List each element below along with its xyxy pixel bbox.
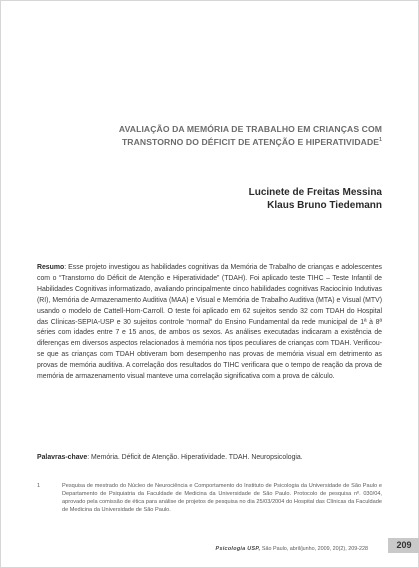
author-1: Lucinete de Freitas Messina [248,187,382,198]
citation: São Paulo, abril/junho, 2009, 20(2), 209-228 [260,546,368,552]
title-line-1: AVALIAÇÃO DA MEMÓRIA DE TRABALHO EM CRIANÇAS COM [118,124,382,134]
footnote-text: Pesquisa de mestrado do Núcleo de Neurociência e Comportamento do Instituto de Psicologia da Universidade de São Paulo e Departamento de Psiquiatria da Faculdade de Medicina da Universidade de São Paulo. Protocolo de pesquisa nº. 030/04, aprovado pela comissão de ética para análise de projetos de pesquisa no dia 25/03/2004 do Hospital das Clínicas da Faculdade de Medicina da Universidade de São Paulo. [62,483,382,513]
journal-name: Psicologia USP, [215,546,261,552]
keywords-label: Palavras-chave [37,454,88,461]
keywords-text: : Memória. Déficit de Atenção. Hiperatividade. TDAH. Neuropsicologia. [87,454,303,461]
author-list [249,186,382,212]
author-2: Klaus Bruno Tiedemann [267,200,382,211]
abstract [37,263,382,383]
running-footer [216,546,368,552]
keywords [37,453,382,463]
page-number: 209 [388,538,419,553]
abstract-text: : Esse projeto investigou as habilidades cognitivas da Memória de Trabalho de crianças e adolescentes com o “Transtorno do Déficit de Atenção e Hiperatividade” (TDAH). Foi aplicado teste TIHC – Teste Infantil de Habilidades Cognitivas informatizado, avaliando principalmente cinco habilidades cognitivas Raciocínio Indutivas (RI), Memória de Armazenamento Auditiva (MAA) e Visual e Memória de Trabalho Auditiva (MTA) e Visual (MTV) usando o modelo de Cattell-Horn-Carroll. O teste foi aplicado em 62 sujeitos sendo 32 com TDAH do Hospital das Clínicas-SEPIA-USP e 30 sujeitos controle “normal” do Ensino Fundamental da rede municipal de 1ª à 8ª séries com idades entre 7 e 15 anos, de ambos os sexos. As análises executadas indicaram a existência de diferenças em diversos aspectos relacionados à memória nos tipos peculiares de crianças com TDAH. Verificou-se que as crianças com TDAH obtiveram bom desempenho nas provas de memória visual em detrimento as provas de memória auditiva. A correlação dos resultados do TIHC verificara que o tempo de reação da prova de memória de armazenamento visual manteve uma correlação significativa com a prova de cálculo. [37,264,382,381]
title-footnote-mark: 1 [379,137,382,143]
abstract-label: Resumo [37,264,65,271]
footnote [37,483,382,515]
article-title [101,124,382,148]
title-line-2: TRANSTORNO DO DÉFICIT DE ATENÇÃO E HIPERATIVIDADE [121,136,380,147]
footnote-number: 1 [37,483,41,489]
